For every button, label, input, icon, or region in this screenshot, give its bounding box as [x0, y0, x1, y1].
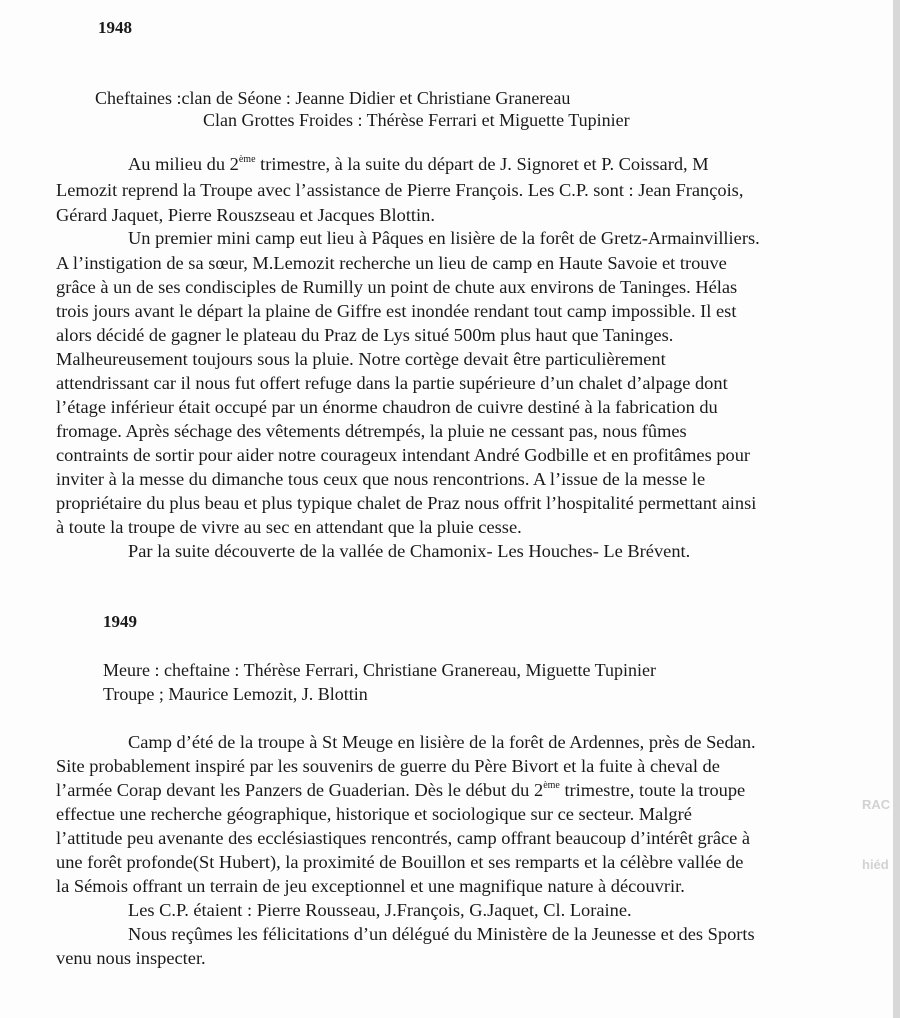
paragraph-line: une forêt profonde(St Hubert), la proximité de Bouillon et ses remparts et la célèbre vallée de — [56, 852, 744, 872]
year-heading-1948: 1948 — [98, 18, 132, 37]
paragraph-line: A l’instigation de sa sœur, M.Lemozit recherche un lieu de camp en Haute Savoie et trouve — [56, 253, 727, 273]
scan-edge — [893, 0, 900, 1018]
paragraph-line: contraints de sortir pour aider notre courageux intendant André Godbille et en profitâmes pour — [56, 445, 751, 465]
paragraph-line: Nous reçûmes les félicitations d’un délégué du Ministère de la Jeunesse et des Sports — [128, 924, 755, 944]
paragraph-line: à toute la troupe de vivre au sec en attendant que la pluie cesse. — [56, 517, 522, 537]
paragraph-line: venu nous inspecter. — [56, 948, 206, 968]
paragraph-line: propriétaire du plus beau et plus typique chalet de Praz nous offrit l’hospitalité permettant ainsi — [56, 493, 757, 513]
cheftaines-line: Cheftaines :clan de Séone : Jeanne Didier et Christiane Granereau — [95, 88, 571, 108]
paragraph-line: fromage. Après séchage des vêtements détrempés, la pluie ne cessant pas, nous fûmes — [56, 421, 687, 441]
paragraph-line: grâce à un de ses condisciples de Rumilly un point de chute aux environs de Taninges. Hélas — [56, 277, 738, 297]
meute-line: Meure : cheftaine : Thérèse Ferrari, Christiane Granereau, Miguette Tupinier — [103, 660, 656, 680]
bleed-through-text: RAC — [862, 797, 891, 812]
paragraph-line: l’armée Corap devant les Panzers de Guaderian. Dès le début du 2ème trimestre, toute la troupe — [56, 780, 746, 800]
clan-grottes-line: Clan Grottes Froides : Thérèse Ferrari et Miguette Tupinier — [203, 110, 630, 130]
paragraph-line: inviter à la messe du dimanche tous ceux que nous rencontrions. A l’issue de la messe le — [56, 469, 706, 489]
bleed-through-text: hiéd — [862, 857, 889, 872]
paragraph-line: attendrissant car il nous fut offert refuge dans la partie supérieure d’un chalet d’alpage dont — [56, 373, 728, 393]
paragraph-line: Site probablement inspiré par les souvenirs de guerre du Père Bivort et la fuite à cheval de — [56, 756, 720, 776]
paragraph-line: Au milieu du 2ème trimestre, à la suite du départ de J. Signoret et P. Coissard, M — [128, 154, 709, 174]
paragraph-line: Lemozit reprend la Troupe avec l’assistance de Pierre François. Les C.P. sont : Jean François, — [56, 180, 744, 200]
paragraph-line: Malheureusement toujours sous la pluie. Notre cortège devait être particulièrement — [56, 349, 666, 369]
paragraph-line: trois jours avant le départ la plaine de Giffre est inondée rendant tout camp impossible. Il est — [56, 301, 737, 321]
paragraph-line: Les C.P. étaient : Pierre Rousseau, J.François, G.Jaquet, Cl. Loraine. — [128, 900, 632, 920]
paragraph-line: alors décidé de gagner le plateau du Praz de Lys situé 500m plus haut que Taninges. — [56, 325, 674, 345]
paragraph-line: la Sémois offrant un terrain de jeu exceptionnel et une magnifique nature à découvrir. — [56, 876, 685, 896]
paragraph-line: l’attitude peu avenante des ecclésiastiques rencontrés, camp offrant beaucoup d’intérêt grâce à — [56, 828, 751, 848]
troupe-line: Troupe ; Maurice Lemozit, J. Blottin — [103, 684, 368, 704]
paragraph-line: effectue une recherche géographique, historique et sociologique sur ce secteur. Malgré — [56, 804, 692, 824]
paragraph-line: Camp d’été de la troupe à St Meuge en lisière de la forêt de Ardennes, près de Sedan. — [128, 732, 756, 752]
year-heading-1949: 1949 — [103, 612, 137, 631]
paragraph-line: Un premier mini camp eut lieu à Pâques en lisière de la forêt de Gretz-Armainvilliers. — [128, 228, 760, 248]
paragraph-line: l’étage inférieur était occupé par un énorme chaudron de cuivre destiné à la fabrication du — [56, 397, 718, 417]
paragraph-line: Gérard Jaquet, Pierre Rouszseau et Jacques Blottin. — [56, 205, 435, 225]
paragraph-line: Par la suite découverte de la vallée de Chamonix- Les Houches- Le Brévent. — [128, 541, 691, 561]
